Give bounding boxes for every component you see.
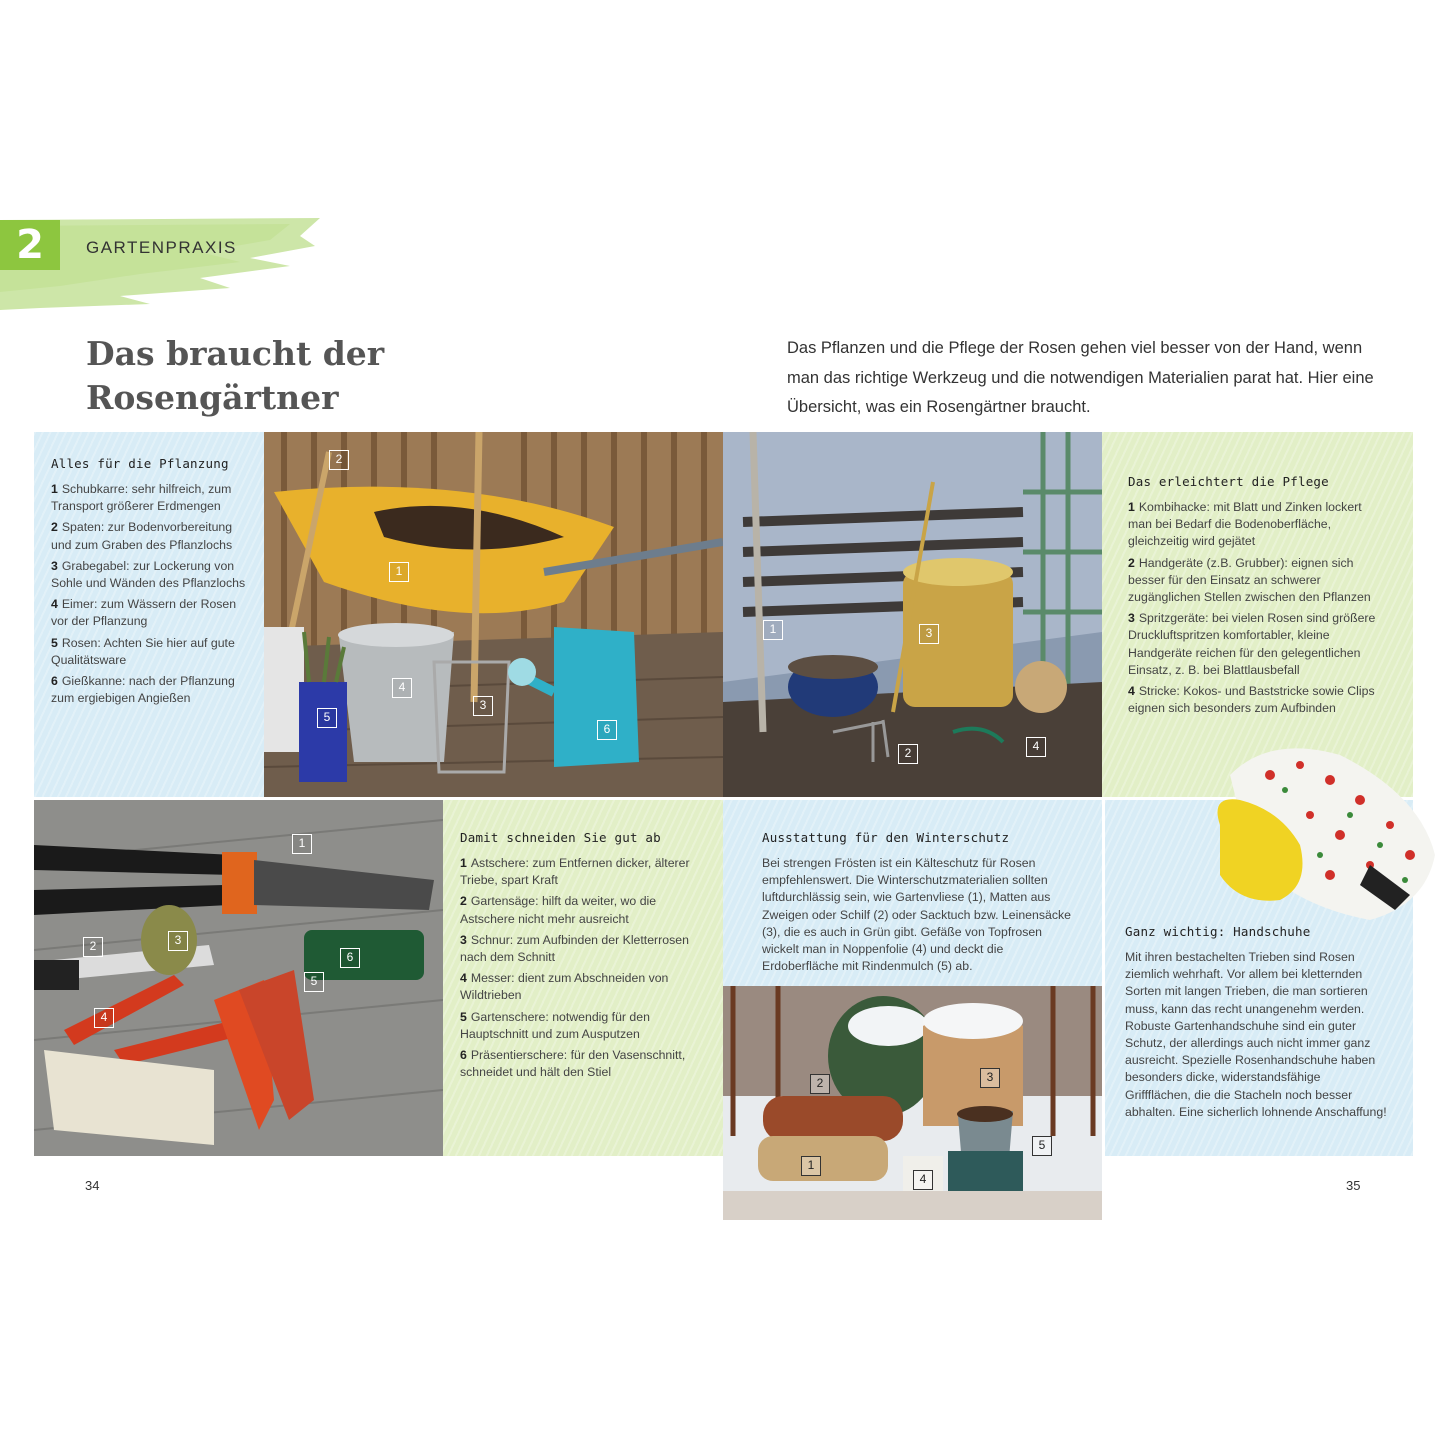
marker-4: 4 bbox=[1026, 737, 1046, 757]
schneiden-box bbox=[443, 800, 723, 1156]
watering-can bbox=[554, 627, 639, 767]
page-number-right: 35 bbox=[1346, 1178, 1361, 1193]
marker-6: 6 bbox=[597, 720, 617, 740]
schneiden-title: Damit schneiden Sie gut ab bbox=[460, 830, 661, 845]
marker-4: 4 bbox=[392, 678, 412, 698]
list-item: 1 Astschere: zum Entfernen dicker, älterer Triebe, spart Kraft bbox=[460, 856, 690, 888]
list-item: 6 Präsentierschere: für den Vasenschnitt, schneidet und hält den Stiel bbox=[460, 1048, 686, 1080]
cutting-tools-illustration bbox=[34, 800, 443, 1156]
chapter-label: GARTENPRAXIS bbox=[86, 238, 237, 257]
marker-4: 4 bbox=[94, 1008, 114, 1028]
twine bbox=[1015, 661, 1067, 713]
list-item: 5 Gartenschere: notwendig für den Hauptschnitt und zum Ausputzen bbox=[460, 1009, 650, 1041]
handschuhe-title: Ganz wichtig: Handschuhe bbox=[1125, 924, 1311, 939]
photo-winter-protection bbox=[723, 986, 1102, 1220]
winterschutz-text: Bei strengen Frösten ist ein Kälteschutz für Rosen empfehlenswert. Die Winterschutzmaterialien sollten luftdurchlässig sein, wie Gartenvliese (1), Matten aus Zweigen oder Schilf (2) oder Sacktuch bzw. Leinensäcke (3), die es auch in Grün gibt. Gefäße von Topfrosen wickelt man in Noppenfolie (4) und deckt die Erdoberfläche mit Rindenmulch (5) ab. bbox=[762, 856, 1071, 974]
marker-3: 3 bbox=[168, 931, 188, 951]
chapter-number: 2 bbox=[0, 220, 60, 270]
pflege-title: Das erleichtert die Pflege bbox=[1128, 474, 1329, 489]
title-line-2: Rosengärtner bbox=[86, 378, 339, 417]
marker-1: 1 bbox=[292, 834, 312, 854]
marker-5: 5 bbox=[304, 972, 324, 992]
marker-1: 1 bbox=[389, 562, 409, 582]
list-item: 4 Eimer: zum Wässern der Rosen vor der Pflanzung bbox=[51, 597, 237, 629]
marker-3: 3 bbox=[919, 624, 939, 644]
list-item: 5 Rosen: Achten Sie hier auf gute Qualitätsware bbox=[51, 635, 235, 667]
pflanzung-box bbox=[34, 432, 264, 797]
title-line-1: Das braucht der bbox=[86, 334, 385, 373]
photo-cutting-tools bbox=[34, 800, 443, 1156]
list-item: 2 Handgeräte (z.B. Grubber): eignen sich besser für den Einsatz an schwerer zugänglichen Stellen zwischen den Pflanzen bbox=[1128, 555, 1371, 605]
fleece bbox=[758, 1136, 888, 1181]
marker-6: 6 bbox=[340, 948, 360, 968]
intro-text: Das Pflanzen und die Pflege der Rosen gehen viel besser von der Hand, wenn man das richtige Werkzeug und die notwendigen Materialien parat hat. Hier eine Übersicht, was ein Rosengärtner braucht. bbox=[787, 339, 1374, 416]
handschuhe-text: Mit ihren bestachelten Trieben sind Rosen ziemlich wehrhaft. Vor allem bei kletternden Sorten mit langen Trieben, die man sortieren muss, kann das recht unangenehm werden. Robuste Gartenhandschuhe sind ein guter Schutz, der allerdings auch nicht immer ganz ausreicht. Spezielle Rosenhandschuhe haben besonders dicke, widerstandsfähige Griffflächen, die die Stacheln noch besser abhalten. Eine sicherlich lohnende Anschaffung! bbox=[1125, 950, 1387, 1119]
gloves-illustration bbox=[1190, 735, 1440, 925]
list-item: 4 Messer: dient zum Abschneiden von Wildtrieben bbox=[460, 971, 669, 1003]
winterschutz-box bbox=[723, 800, 1102, 986]
marker-3: 3 bbox=[473, 696, 493, 716]
marker-4: 4 bbox=[913, 1170, 933, 1190]
page-title bbox=[86, 332, 506, 420]
list-item: 4 Stricke: Kokos- und Baststricke sowie Clips eignen sich besonders zum Aufbinden bbox=[1128, 684, 1375, 716]
planting-tools-illustration bbox=[264, 432, 723, 797]
list-item: 6 Gießkanne: nach der Pflanzung zum ergiebigen Angießen bbox=[51, 674, 235, 706]
marker-2: 2 bbox=[810, 1074, 830, 1094]
marker-2: 2 bbox=[898, 744, 918, 764]
list-item: 1 Kombihacke: mit Blatt und Zinken lockert man bei Bedarf die Bodenoberfläche, gleichzeitig wird gejätet bbox=[1128, 500, 1362, 549]
pflanzung-title: Alles für die Pflanzung bbox=[51, 456, 229, 471]
list-item: 1 Schubkarre: sehr hilfreich, zum Transport größerer Erdmengen bbox=[51, 482, 232, 514]
winterschutz-title: Ausstattung für den Winterschutz bbox=[762, 830, 1010, 845]
list-item: 2 Gartensäge: hilft da weiter, wo die Astschere nicht mehr ausreicht bbox=[460, 894, 657, 926]
marker-2: 2 bbox=[83, 937, 103, 957]
list-item: 3 Grabegabel: zur Lockerung von Sohle und Wänden des Pflanzlochs bbox=[51, 558, 246, 591]
marker-5: 5 bbox=[1032, 1136, 1052, 1156]
page-number-left: 34 bbox=[85, 1178, 100, 1193]
pflanzung-list bbox=[51, 481, 250, 707]
schneiden-list bbox=[460, 855, 709, 1081]
marker-1: 1 bbox=[801, 1156, 821, 1176]
photo-care-tools bbox=[723, 432, 1102, 797]
list-item: 3 Spritzgeräte: bei vielen Rosen sind größere Druckluftspritzen komfortabler, kleine Handgeräte reichen für den gelegentlichen Einsatz, z. B. bei Blattlausbefall bbox=[1128, 611, 1376, 677]
photo-planting-tools bbox=[264, 432, 723, 797]
list-item: 2 Spaten: zur Bodenvorbereitung und zum Graben des Pflanzlochs bbox=[51, 520, 233, 552]
rose-pot bbox=[299, 682, 347, 782]
reed-mat bbox=[763, 1096, 903, 1141]
marker-1: 1 bbox=[763, 620, 783, 640]
marker-3: 3 bbox=[980, 1068, 1000, 1088]
marker-2: 2 bbox=[329, 450, 349, 470]
list-item: 3 Schnur: zum Aufbinden der Kletterrosen nach dem Schnitt bbox=[460, 932, 689, 965]
pflege-list bbox=[1128, 499, 1383, 717]
marker-5: 5 bbox=[317, 708, 337, 728]
